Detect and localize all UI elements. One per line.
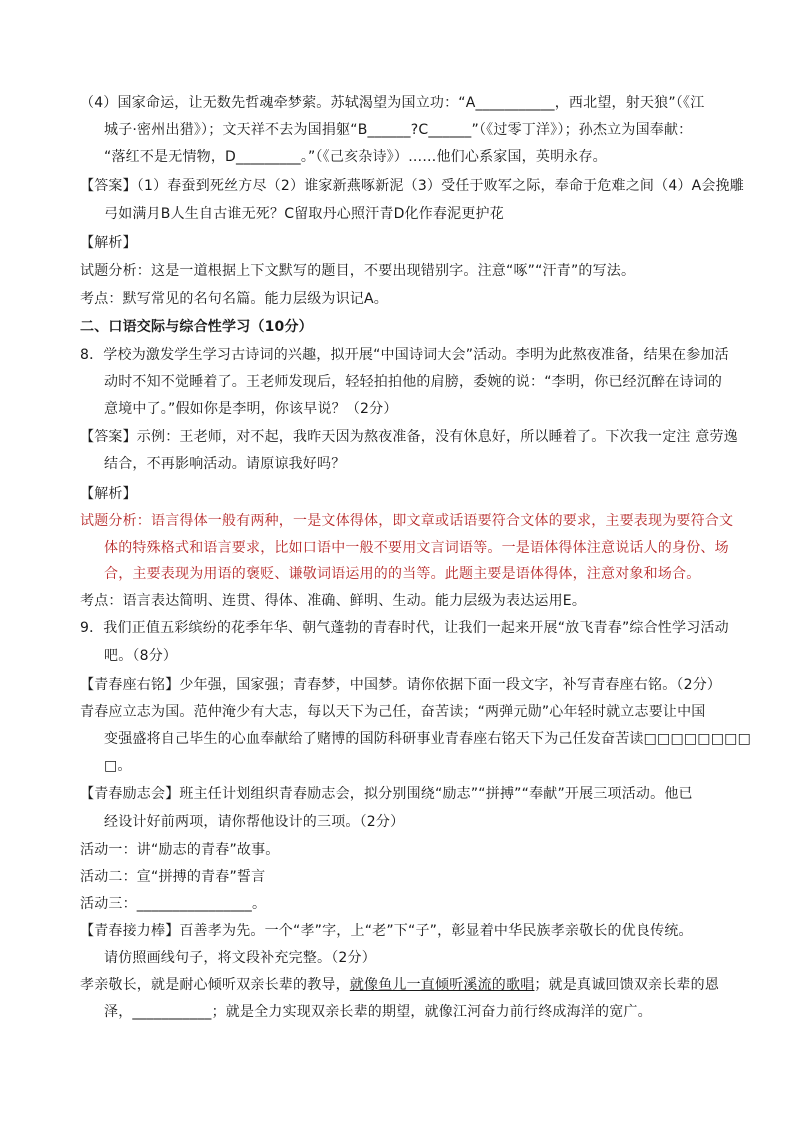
- analysis8-text-line2: 体的特殊格式和语言要求，比如口语中一般不要用文言词语等。一是语体得体注意说话人的身份、场: [104, 540, 729, 556]
- q8-line3: 意境中了。”假如你是李明，你该早说？（2分）: [104, 401, 398, 417]
- activity-two: 活动二：宣“拼搏的青春”誓言: [80, 869, 266, 885]
- rally-intro-line1: 【青春励志会】班主任计划组织青春励志会，拟分别围绕“励志”“拼搏”“奉献”开展三项活动。他已: [80, 786, 693, 802]
- filial-line2: 泽，___________；就是全力实现双亲长辈的期望，就像江河奋力前行终成海洋的宽广。: [104, 1004, 652, 1020]
- motto-passage-line1: 青春应立志为国。范仲淹少有大志，每以天下为己任，奋苦读；“两弹元勋”心年轻时就立志要让中国: [80, 704, 706, 720]
- analysis7-text: 试题分析：这是一道根据上下文默写的题目，不要出现错别字。注意“啄”“汗青”的写法。: [80, 263, 636, 279]
- motto-passage-line3: □。: [104, 758, 132, 774]
- filial-line1: [80, 975, 719, 995]
- activity-one: 活动一：讲“励志的青春”故事。: [80, 842, 280, 858]
- activity-three: 活动三：________________。: [80, 896, 267, 912]
- answer8-line2: 结合，不再影响活动。请原谅我好吗？: [104, 456, 346, 472]
- section2-title: 二、口语交际与综合性学习（10分）: [80, 319, 313, 335]
- q9-line2: 吧。（8分）: [104, 648, 178, 664]
- filial-line1-start: 孝亲敬长，就是耐心倾听双亲长辈的教导，: [80, 977, 350, 993]
- q9-line1: 9．我们正值五彩缤纷的花季年华、朝气蓬勃的青春时代，让我们一起来开展“放飞青春”综合性学习活动: [80, 620, 729, 636]
- motto-passage-line2: 变强盛将自己毕生的心血奉献给了赌博的国防科研事业青春座右铭天下为己任发奋苦读□□□□□□□□: [104, 731, 752, 747]
- q8-line2: 动时不知不觉睡着了。王老师发现后，轻轻拍拍他的肩膀，委婉的说：“李明，你已经沉醉在诗词的: [104, 374, 723, 390]
- underlined-example-sentence: 就像鱼儿一直倾听溪流的歌唱: [349, 977, 535, 993]
- filial-line1-end: ；就是真诚回馈双亲长辈的恩: [534, 977, 720, 993]
- q8-line1: 8．学校为激发学生学习古诗词的兴趣，拟开展“中国诗词大会”活动。李明为此熬夜准备，结果在参加活: [80, 347, 729, 363]
- analysis7-heading: 【解析】: [80, 235, 137, 251]
- q7-4-line1: （4）国家命运，让无数先哲魂牵梦萦。苏轼渴望为国立功：“A___________，西北望，射天狼”（《江: [80, 95, 705, 111]
- analysis8-text-line3: 合，主要表现为用语的褒贬、谦敬词语运用的的当等。此题主要是语体得体，注意对象和场合。: [104, 566, 701, 582]
- answer7-line2: 弓如满月B人生自古谁无死？C留取丹心照汗青D化作春泥更护花: [104, 206, 504, 222]
- answer7-line1: 【答案】（1）春蚕到死丝方尽（2）谁家新燕啄新泥（3）受任于败军之际，奉命于危难之间（4）A会挽雕: [80, 178, 745, 194]
- answer8-line1: 【答案】示例：王老师，对不起，我昨天因为熬夜准备，没有休息好，所以睡着了。下次我一定注 意劳逸: [80, 429, 738, 445]
- rally-intro-line2: 经设计好前两项，请你帮他设计的三项。（2分）: [104, 814, 405, 830]
- relay-intro-line1: 【青春接力棒】百善孝为先。一个“孝”字，上“老”下“子”，彰显着中华民族孝亲敬长的优良传统。: [80, 923, 693, 939]
- exam-point7: 考点：默写常见的名句名篇。能力层级为识记A。: [80, 291, 388, 307]
- exam-point8: 考点：语言表达简明、连贯、得体、准确、鲜明、生动。能力层级为表达运用E。: [80, 593, 587, 609]
- q7-4-line3: “落红不是无情物，D_________。”（《己亥杂诗》）……他们心系家国，英明永存。: [104, 149, 607, 165]
- analysis8-text-line1: 试题分析：语言得体一般有两种，一是文体得体，即文章或话语要符合文体的要求，主要表现为要符合文: [80, 513, 734, 529]
- motto-intro: 【青春座右铭】少年强，国家强；青春梦，中国梦。请你依据下面一段文字，补写青春座右铭。（2分）: [80, 677, 722, 693]
- relay-intro-line2: 请仿照画线句子，将文段补充完整。（2分）: [104, 950, 376, 966]
- analysis8-heading: 【解析】: [80, 486, 137, 502]
- q7-4-line2: 城子·密州出猎》）；文天祥不去为国捐躯“B______?C______”（《过零丁洋》）；孙杰立为国奉献：: [104, 122, 693, 138]
